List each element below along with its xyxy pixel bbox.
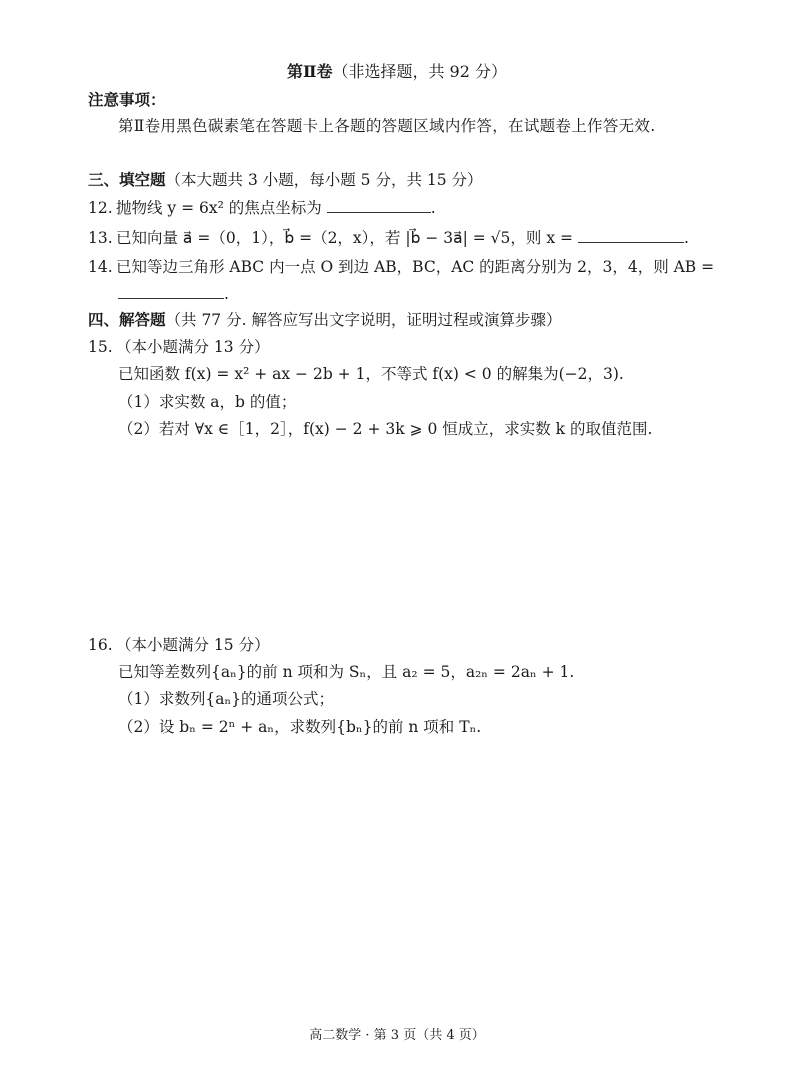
q12-answer-blank[interactable] — [327, 196, 431, 213]
question-14-continued — [118, 282, 229, 305]
notice-heading: 注意事项： — [88, 90, 166, 109]
section4-heading: 四、解答题 — [88, 310, 166, 329]
q16-part2: （2）设 bₙ = 2ⁿ + aₙ，求数列{bₙ}的前 n 项和 Tₙ. — [118, 718, 482, 736]
question-14 — [88, 256, 714, 278]
q12-end: . — [430, 199, 436, 217]
q12-number: 12. — [88, 199, 113, 217]
q14-answer-blank[interactable] — [118, 282, 224, 299]
q13-text: 已知向量 a⃗ =（0，1），b⃗ =（2，x），若 |b⃗ − 3a⃗| = √5，则 x = — [116, 229, 573, 247]
q12-text: 抛物线 y = 6x² 的焦点坐标为 — [116, 199, 322, 217]
q14-number: 14. — [88, 258, 113, 276]
q15-part1: （1）求实数 a，b 的值； — [118, 393, 297, 411]
page-footer: 高二数学 · 第 3 页（共 4 页） — [309, 1028, 485, 1043]
section4-heading-line — [88, 309, 561, 331]
q16-stem: 已知等差数列{aₙ}的前 n 项和为 Sₙ，且 a₂ = 5，a₂ₙ = 2aₙ + 1. — [118, 663, 575, 681]
part-title-sub: （非选择题，共 92 分） — [332, 62, 508, 81]
q15-stem: 已知函数 f(x) = x² + ax − 2b + 1，不等式 f(x) < 0 的解集为(−2，3). — [118, 365, 624, 383]
q13-answer-blank[interactable] — [578, 226, 684, 243]
q15-score: （本小题满分 13 分） — [116, 338, 270, 356]
q16-part1: （1）求数列{aₙ}的通项公式； — [118, 690, 335, 708]
q15-part2: （2）若对 ∀x ∈［1，2］，f(x) − 2 + 3k ⩾ 0 恒成立，求实数 k 的取值范围. — [118, 420, 653, 438]
question-15-header — [88, 336, 270, 358]
q14-text: 已知等边三角形 ABC 内一点 O 到边 AB，BC，AC 的距离分别为 2，3，4，则 AB = — [116, 258, 715, 276]
q13-number: 13. — [88, 229, 113, 247]
question-16-header — [88, 634, 270, 656]
notice-body: 第Ⅱ卷用黑色碳素笔在答题卡上各题的答题区域内作答，在试题卷上作答无效. — [118, 117, 656, 135]
part-title-main: 第Ⅱ卷 — [286, 62, 333, 81]
section3-heading: 三、填空题 — [88, 170, 166, 189]
part-title — [0, 61, 794, 83]
section4-note: （共 77 分. 解答应写出文字说明，证明过程或演算步骤） — [165, 311, 562, 329]
question-13 — [88, 226, 689, 249]
q16-score: （本小题满分 15 分） — [116, 636, 270, 654]
q14-end: . — [224, 285, 229, 303]
q16-number: 16. — [88, 636, 113, 654]
section3-heading-line — [88, 169, 483, 191]
q13-end: . — [683, 229, 689, 247]
question-12 — [88, 196, 436, 219]
q15-number: 15. — [88, 338, 113, 356]
section3-note: （本大题共 3 小题，每小题 5 分，共 15 分） — [165, 171, 483, 189]
